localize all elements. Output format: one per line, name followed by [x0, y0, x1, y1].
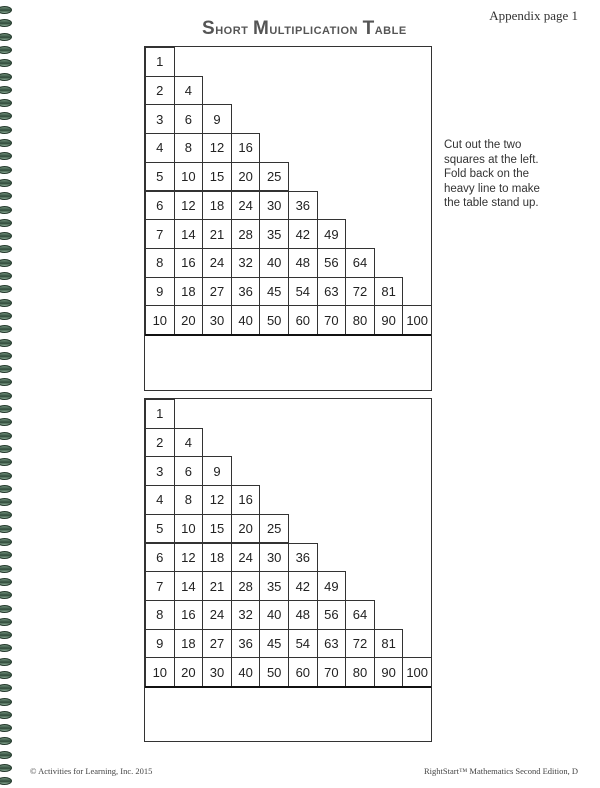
table-cell: 40 [231, 657, 261, 687]
table-cell: 12 [202, 485, 232, 515]
table-cell: 90 [374, 657, 404, 687]
table-cell: 8 [145, 600, 175, 630]
table-cell: 36 [288, 543, 318, 573]
table-cell: 4 [145, 485, 175, 515]
table-cell: 35 [259, 571, 289, 601]
table-cell: 2 [145, 428, 175, 458]
table-cell: 56 [317, 248, 347, 278]
table-cell: 35 [259, 219, 289, 249]
table-cell: 27 [202, 629, 232, 659]
table-cell: 24 [231, 191, 261, 221]
page-title: Short Multiplication Table [202, 18, 407, 39]
table-cell: 12 [202, 133, 232, 163]
table-cell: 12 [174, 543, 204, 573]
fold-line [145, 334, 431, 336]
table-cell: 6 [145, 191, 175, 221]
table-cell: 18 [202, 543, 232, 573]
table-cell: 10 [145, 305, 175, 335]
table-cell: 16 [174, 600, 204, 630]
table-cell: 7 [145, 219, 175, 249]
table-cell: 63 [317, 629, 347, 659]
table-cell: 25 [259, 162, 289, 192]
table-cell: 16 [231, 485, 261, 515]
fold-line [145, 686, 431, 688]
table-cell: 3 [145, 104, 175, 134]
table-cell: 81 [374, 277, 404, 307]
table-cell: 10 [174, 162, 204, 192]
table-cell: 64 [345, 248, 375, 278]
table-cell: 45 [259, 277, 289, 307]
instructions-text: Cut out the two squares at the left. Fold back on the heavy line to make the table stand up. [444, 139, 540, 209]
table-cell: 15 [202, 514, 232, 544]
table-cell: 3 [145, 456, 175, 486]
table-cell: 36 [288, 191, 318, 221]
multiplication-card-2 [144, 398, 432, 742]
table-cell: 20 [231, 514, 261, 544]
table-cell: 28 [231, 219, 261, 249]
table-cell: 72 [345, 277, 375, 307]
table-cell: 49 [317, 219, 347, 249]
table-cell: 4 [174, 428, 204, 458]
table-cell: 6 [174, 456, 204, 486]
spiral-binding [0, 0, 12, 788]
appendix-label: Appendix page 1 [489, 8, 578, 23]
table-cell: 15 [202, 162, 232, 192]
table-cell: 9 [145, 277, 175, 307]
table-cell: 9 [145, 629, 175, 659]
table-cell: 8 [145, 248, 175, 278]
table-cell: 21 [202, 219, 232, 249]
table-cell: 9 [202, 456, 232, 486]
table-cell: 70 [317, 657, 347, 687]
table-cell: 16 [174, 248, 204, 278]
table-cell: 80 [345, 305, 375, 335]
table-cell: 25 [259, 514, 289, 544]
table-cell: 49 [317, 571, 347, 601]
table-cell: 70 [317, 305, 347, 335]
table-cell: 30 [202, 657, 232, 687]
table-cell: 6 [174, 104, 204, 134]
table-cell: 48 [288, 248, 318, 278]
table-cell: 32 [231, 248, 261, 278]
table-cell: 20 [174, 305, 204, 335]
table-cell: 5 [145, 162, 175, 192]
multiplication-grid-1 [145, 47, 431, 335]
table-cell: 54 [288, 629, 318, 659]
table-cell: 20 [231, 162, 261, 192]
table-cell: 90 [374, 305, 404, 335]
table-cell: 14 [174, 219, 204, 249]
table-cell: 40 [259, 248, 289, 278]
table-cell: 28 [231, 571, 261, 601]
table-cell: 7 [145, 571, 175, 601]
table-cell: 45 [259, 629, 289, 659]
table-cell: 14 [174, 571, 204, 601]
table-cell: 40 [231, 305, 261, 335]
multiplication-card-1 [144, 46, 432, 391]
table-cell: 5 [145, 514, 175, 544]
table-cell: 18 [202, 191, 232, 221]
table-cell: 56 [317, 600, 347, 630]
table-cell: 8 [174, 133, 204, 163]
table-cell: 24 [202, 248, 232, 278]
table-cell: 100 [402, 657, 432, 687]
table-cell: 4 [174, 76, 204, 106]
table-cell: 42 [288, 219, 318, 249]
table-cell: 40 [259, 600, 289, 630]
table-cell: 30 [259, 191, 289, 221]
table-cell: 20 [174, 657, 204, 687]
table-cell: 54 [288, 277, 318, 307]
table-cell: 24 [202, 600, 232, 630]
table-cell: 24 [231, 543, 261, 573]
table-cell: 9 [202, 104, 232, 134]
table-cell: 81 [374, 629, 404, 659]
table-cell: 48 [288, 600, 318, 630]
multiplication-grid-2 [145, 399, 431, 687]
table-cell: 4 [145, 133, 175, 163]
table-cell: 36 [231, 277, 261, 307]
table-cell: 36 [231, 629, 261, 659]
table-cell: 16 [231, 133, 261, 163]
table-cell: 30 [259, 543, 289, 573]
table-cell: 32 [231, 600, 261, 630]
table-cell: 8 [174, 485, 204, 515]
table-cell: 72 [345, 629, 375, 659]
table-cell: 50 [259, 305, 289, 335]
table-cell: 1 [145, 399, 175, 429]
copyright-footer: © Activities for Learning, Inc. 2015 [30, 766, 153, 776]
table-cell: 21 [202, 571, 232, 601]
table-cell: 80 [345, 657, 375, 687]
table-cell: 42 [288, 571, 318, 601]
table-cell: 60 [288, 305, 318, 335]
table-cell: 18 [174, 629, 204, 659]
table-cell: 10 [174, 514, 204, 544]
table-cell: 6 [145, 543, 175, 573]
table-cell: 2 [145, 76, 175, 106]
table-cell: 1 [145, 47, 175, 77]
table-cell: 30 [202, 305, 232, 335]
edition-footer: RightStart™ Mathematics Second Edition, D [424, 766, 578, 776]
table-cell: 60 [288, 657, 318, 687]
table-cell: 50 [259, 657, 289, 687]
table-cell: 12 [174, 191, 204, 221]
table-cell: 64 [345, 600, 375, 630]
table-cell: 100 [402, 305, 432, 335]
table-cell: 27 [202, 277, 232, 307]
table-cell: 10 [145, 657, 175, 687]
table-cell: 18 [174, 277, 204, 307]
table-cell: 63 [317, 277, 347, 307]
